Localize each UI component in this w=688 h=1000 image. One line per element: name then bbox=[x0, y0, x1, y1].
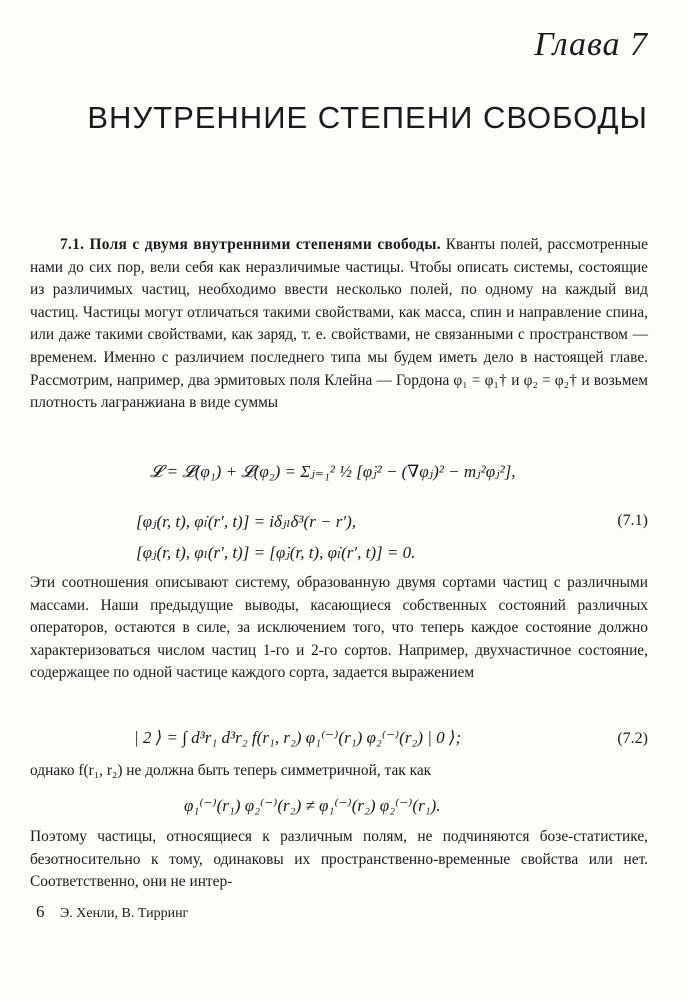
equation-7-1-line-2: [φⱼ(r, t), φ̇ₗ(r′, t)] = iδⱼₗδ³(r − r′), bbox=[136, 512, 357, 531]
paragraph-3: однако f(r₁, r₂) не должна быть теперь симметричной, так как bbox=[30, 762, 432, 779]
equation-7-1-line-3: [φⱼ(r, t), φₗ(r′, t)] = [φ̇ⱼ(r, t), φ̇ₗ(r′, t)] = 0. bbox=[136, 543, 416, 562]
equation-number-7-2: (7.2) bbox=[617, 730, 648, 747]
page-footer bbox=[36, 902, 188, 922]
equation-7-2: | 2 ⟩ = ∫ d³r₁ d³r₂ f(r₁, r₂) φ₁⁽⁻⁾(r₁) φ₂⁽⁻⁾(r₂) | 0 ⟩; bbox=[134, 728, 462, 747]
equation-7-1-line-1: 𝓛 = 𝓛(φ₁) + 𝓛(φ₂) = Σⱼ₌₁² ½ [φ̇ⱼ² − (∇φⱼ)² − mⱼ²φⱼ²], bbox=[150, 462, 516, 481]
paragraph-1-text: Кванты полей, рассмотренные нами до сих пор, вели себя как неразличимые частицы. Чтобы описать системы, состоящие из различимых частиц, необходимо ввести несколько полей, по одному на каждый вид частиц. Частицы могут отличаться такими свойствами, как масса, спин и направление спина, или даже такими свойствами, как заряд, т. е. свойствами, не связанными с пространством — временем. Именно с различием последнего типа мы будем иметь дело в настоящей главе. Рассмотрим, например, два эрмитовых поля Клейна — Гордона φ₁ = φ₁† и φ₂ = φ₂† и возьмем плотность лагранжиана в виде суммы bbox=[30, 236, 648, 412]
chapter-title: ВНУТРЕННИЕ СТЕПЕНИ СВОБОДЫ bbox=[87, 100, 648, 135]
page-number: 6 bbox=[36, 902, 45, 921]
footer-authors: Э. Хенли, В. Тирринг bbox=[60, 906, 189, 921]
equation-inequality: φ₁⁽⁻⁾(r₁) φ₂⁽⁻⁾(r₂) ≠ φ₁⁽⁻⁾(r₂) φ₂⁽⁻⁾(r₁). bbox=[184, 796, 441, 815]
paragraph-2: Эти соотношения описывают систему, образованную двумя сортами частиц с различными массами. Наши предыдущие выводы, касающиеся собственных состояний различных операторов, остаются в силе, за исключением того, что теперь каждое состояние должно характеризоваться числом частиц 1-го и 2-го сортов. Например, двухчастичное состояние, содержащее по одной частице каждого сорта, задается выражением bbox=[30, 574, 648, 682]
paragraph-4: Поэтому частицы, относящиеся к различным полям, не подчиняются бозе-статистике, безотносительно к тому, одинаковы их пространственно-временные свойства или нет. Соответственно, они не интер- bbox=[30, 828, 648, 891]
section-heading: 7.1. Поля с двумя внутренними степенями свободы. bbox=[60, 236, 441, 253]
section-paragraph-1 bbox=[30, 234, 648, 415]
chapter-label: Глава 7 bbox=[534, 26, 648, 63]
equation-number-7-1: (7.1) bbox=[617, 512, 648, 529]
